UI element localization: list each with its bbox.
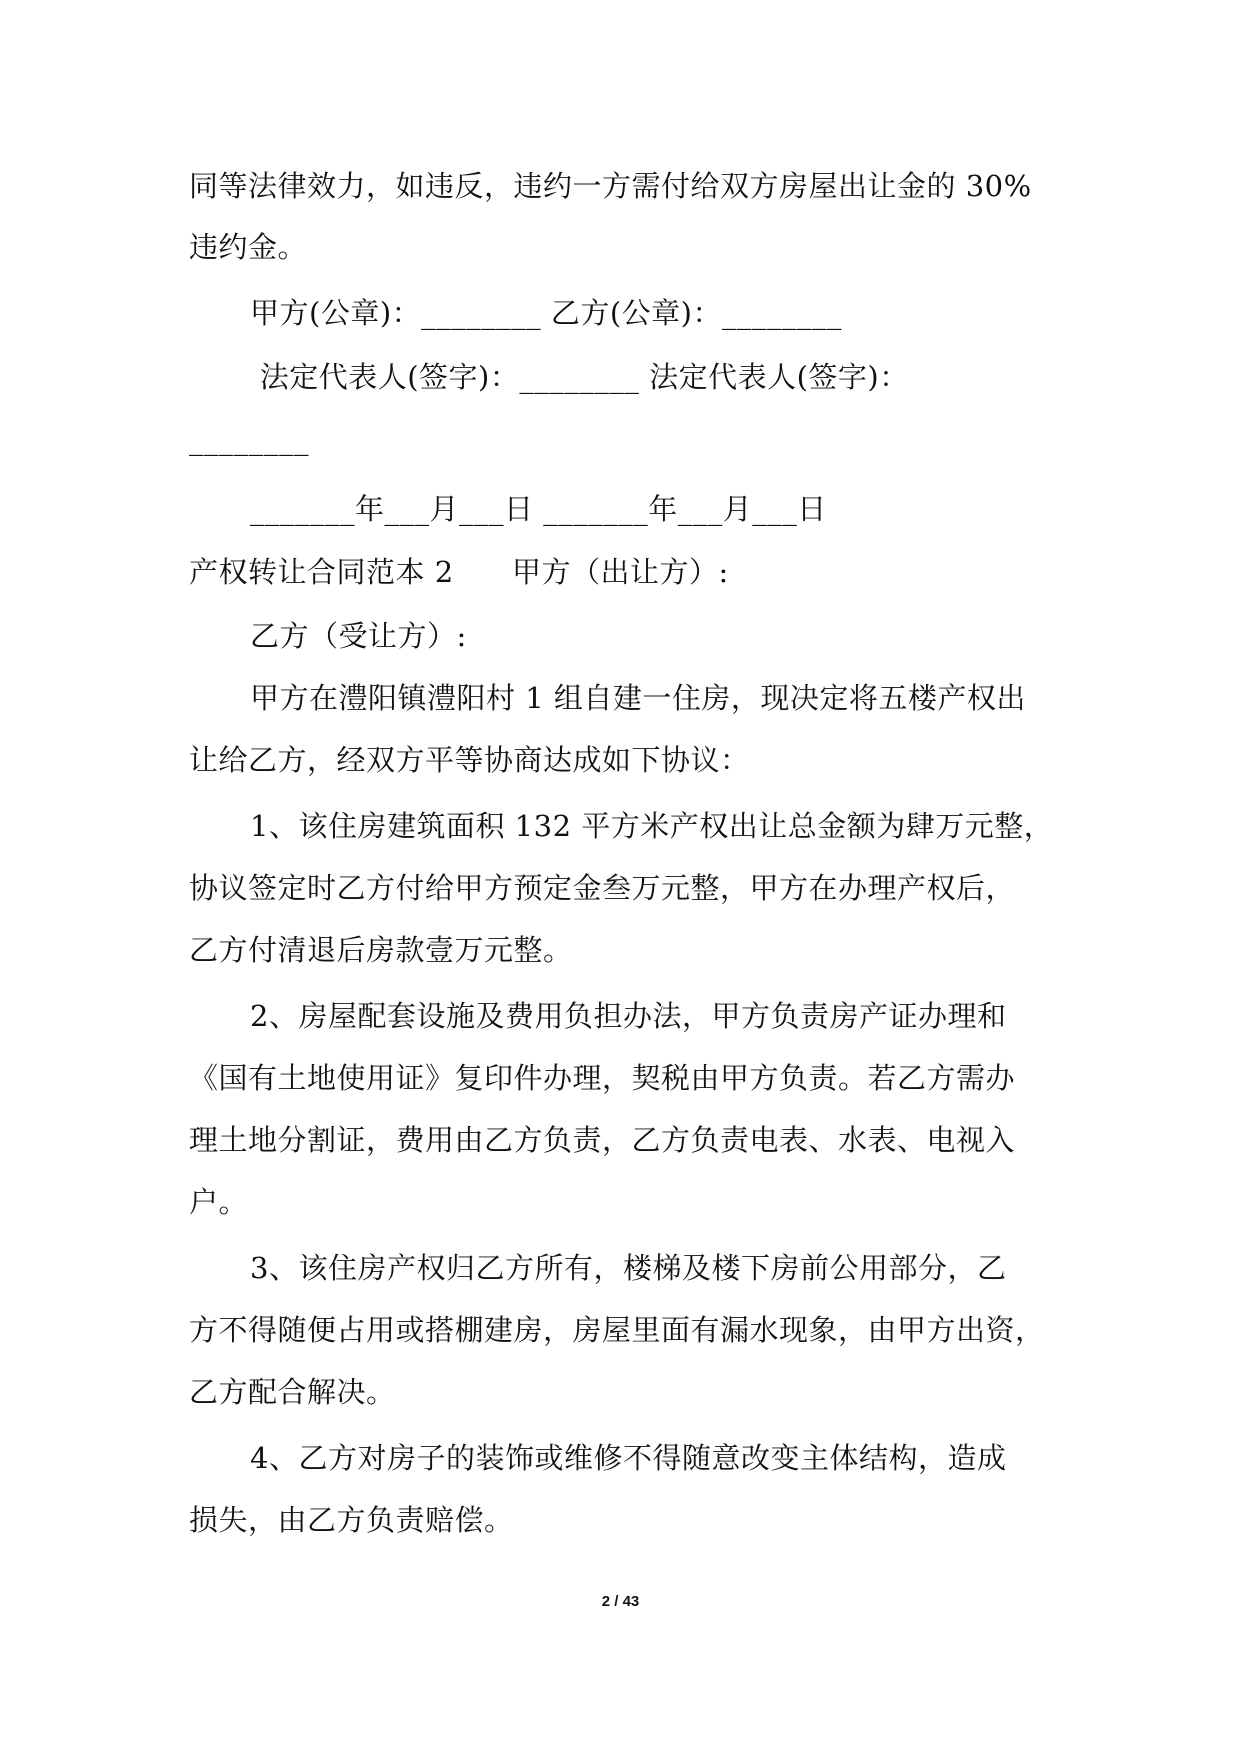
- signature-representative-line: 法定代表人(签字)：________ 法定代表人(签字)：: [250, 360, 909, 394]
- clause-4-line-1: 4、乙方对房子的装饰或维修不得随意改变主体结构，造成: [250, 1441, 1007, 1475]
- clause-2-line-3: 理土地分割证，费用由乙方负责，乙方负责电表、水表、电视入: [189, 1123, 1016, 1157]
- signature-representative-blank: ________: [189, 422, 309, 456]
- contract-title-line: 产权转让合同范本 2 甲方（出让方）:: [189, 555, 729, 589]
- text-line-10: 让给乙方，经双方平等协商达成如下协议：: [189, 743, 750, 777]
- text-line-1: 同等法律效力，如违反，违约一方需付给双方房屋出让金的 30%: [189, 169, 1032, 203]
- party-b-line: 乙方（受让方）:: [250, 619, 467, 653]
- clause-3-line-3: 乙方配合解决。: [189, 1375, 396, 1409]
- date-line: _______年___月___日 _______年___月___日: [250, 492, 827, 526]
- clause-1-line-1: 1、该住房建筑面积 132 平方米产权出让总金额为肆万元整，: [250, 809, 1054, 843]
- clause-2-line-2: 《国有土地使用证》复印件办理，契税由甲方负责。若乙方需办: [189, 1061, 1016, 1095]
- text-line-9: 甲方在澧阳镇澧阳村 1 组自建一住房，现决定将五楼产权出: [250, 681, 1026, 715]
- clause-1-line-2: 协议签定时乙方付给甲方预定金叁万元整，甲方在办理产权后，: [189, 871, 1016, 905]
- clause-4-line-2: 损失，由乙方负责赔偿。: [189, 1503, 514, 1537]
- clause-3-line-1: 3、该住房产权归乙方所有，楼梯及楼下房前公用部分，乙: [250, 1251, 1007, 1285]
- text-line-2: 违约金。: [189, 230, 308, 264]
- clause-2-line-1: 2、房屋配套设施及费用负担办法，甲方负责房产证办理和: [250, 999, 1007, 1033]
- page-number: 2 / 43: [601, 1593, 640, 1610]
- clause-1-line-3: 乙方付清退后房款壹万元整。: [189, 933, 573, 967]
- clause-3-line-2: 方不得随便占用或搭棚建房，房屋里面有漏水现象，由甲方出资，: [189, 1313, 1045, 1347]
- clause-2-line-4: 户。: [189, 1185, 249, 1219]
- signature-seal-line: 甲方(公章)：________ 乙方(公章)：________: [250, 296, 842, 330]
